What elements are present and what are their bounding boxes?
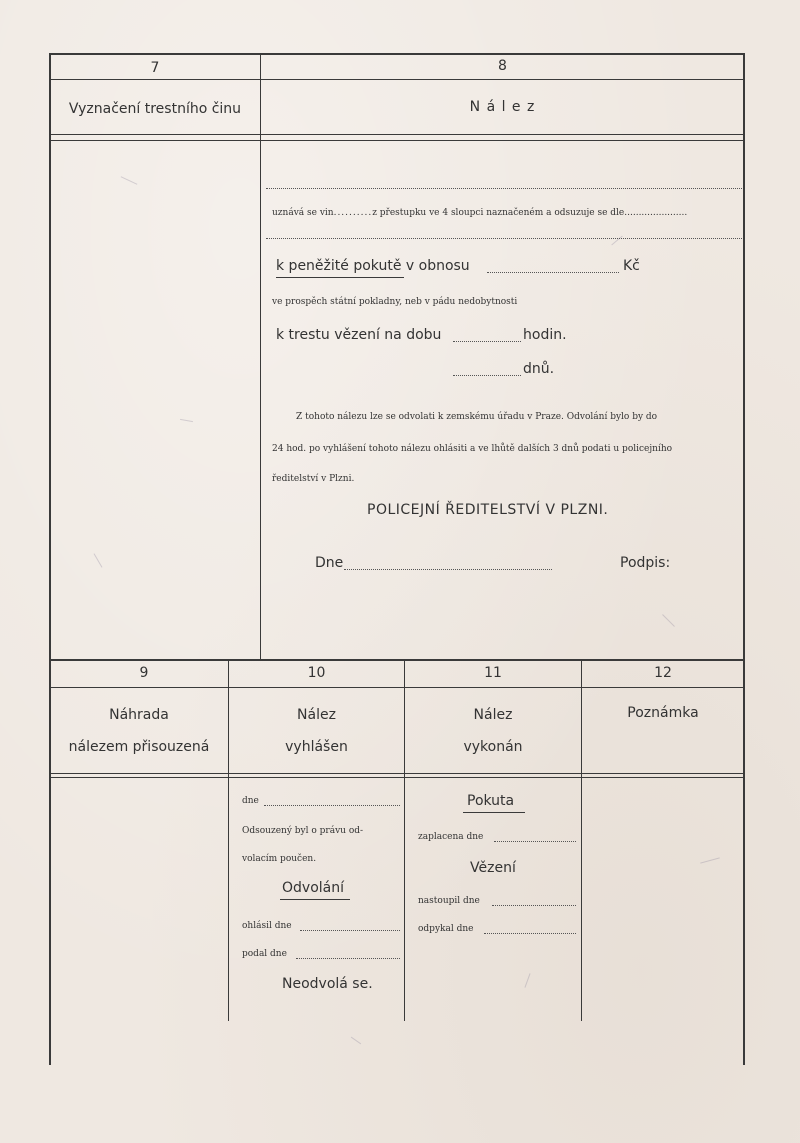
col10-no-appeal: Neodvolá se. — [282, 976, 373, 992]
lower-top-line — [50, 659, 745, 661]
dotted-line-2 — [266, 238, 742, 239]
column-10-number: 10 — [307, 665, 326, 681]
column-10-title-line-2: vyhlášen — [285, 739, 348, 755]
col11-started-label: nastoupil dne — [418, 896, 480, 906]
treasury-line: ve prospěch státní pokladny, neb v pádu nedobytnosti — [272, 297, 518, 307]
appeal-text-line-1: Z tohoto nálezu lze se odvolati k zemskému úřadu v Praze. Odvolání bylo by do — [296, 412, 658, 422]
column-9-number: 9 — [139, 665, 149, 681]
col11-served-label: odpykal dne — [418, 924, 474, 934]
date-dots — [344, 569, 552, 570]
appeal-text-line-2: 24 hod. po vyhlášení tohoto nálezu ohlásiti a ve lhůtě dalších 3 dnů podati u policejního — [272, 444, 673, 454]
fine-label: k peněžité pokutě v obnosu — [276, 258, 470, 274]
fine-currency: Kč — [623, 258, 640, 274]
column-8-number: 8 — [498, 58, 507, 74]
prison-label: k trestu vězení na dobu — [276, 327, 442, 343]
signature-label: Podpis: — [620, 555, 671, 571]
authority-name: POLICEJNÍ ŘEDITELSTVÍ V PLZNI. — [367, 502, 609, 518]
col11-prison-heading: Vězení — [470, 860, 516, 876]
date-label: Dne — [315, 555, 344, 571]
column-7-number: 7 — [150, 60, 160, 76]
column-divider-7-8 — [260, 55, 261, 660]
col11-started-dots — [492, 905, 576, 906]
header-bottom-line — [50, 134, 745, 135]
left-border-line — [49, 53, 51, 1065]
column-11-title-line-1: Nález — [473, 707, 513, 723]
prison-hours-dots — [453, 341, 521, 342]
right-border-line — [743, 53, 745, 1065]
days-unit: dnů. — [523, 361, 555, 377]
fine-amount-dots — [487, 272, 619, 273]
col11-paid-label: zaplacena dne — [418, 832, 484, 842]
hours-unit: hodin. — [523, 327, 567, 343]
dotted-line-top — [266, 188, 742, 189]
column-12-title: Poznámka — [627, 705, 699, 721]
col10-filed-label: podal dne — [242, 949, 287, 959]
col10-date-dots — [264, 805, 400, 806]
lower-number-row-line — [50, 687, 745, 688]
col11-fine-underline — [463, 812, 525, 813]
column-8-title: N á l e z — [469, 99, 536, 115]
column-number-row-line — [50, 79, 745, 80]
col10-announced-dots — [300, 930, 400, 931]
column-12-number: 12 — [654, 665, 672, 681]
column-7-title: Vyznačení trestního činu — [68, 101, 242, 117]
lower-header-bottom-line-2 — [50, 777, 745, 778]
fine-line — [276, 258, 470, 274]
col10-informed-line-1: Odsouzený byl o právu od- — [242, 826, 364, 836]
lower-header-bottom-line — [50, 773, 745, 774]
col10-filed-dots — [296, 958, 400, 959]
col10-appeal-underline — [280, 899, 350, 900]
column-11-title-line-2: vykonán — [463, 739, 523, 755]
col10-informed-line-2: volacím poučen. — [242, 854, 317, 864]
col10-date-label: dne — [242, 796, 259, 806]
top-border-line — [50, 53, 745, 55]
col11-paid-dots — [494, 841, 576, 842]
column-11-number: 11 — [484, 665, 502, 681]
offence-text: z přestupku ve 4 sloupci naznačeném a odsuzuje se dle — [372, 208, 625, 218]
column-9-title-line-2: nálezem přisouzená — [68, 739, 210, 755]
appeal-text-line-3: ředitelství v Plzni. — [272, 474, 355, 484]
col10-announced-label: ohlásil dne — [242, 921, 292, 931]
column-9-title-line-1: Náhrada — [109, 707, 169, 723]
fine-underline — [276, 277, 404, 278]
column-10-title-line-1: Nález — [297, 707, 336, 723]
col10-appeal-heading: Odvolání — [282, 880, 344, 896]
prison-days-dots — [453, 375, 521, 376]
guilt-line: uznává se vin..........z přestupku ve 4 sloupci naznačeném a odsuzuje se dle...................... — [272, 208, 688, 218]
col11-fine-heading: Pokuta — [467, 793, 515, 809]
col11-served-dots — [484, 933, 576, 934]
guilt-text: uznává se vin — [272, 208, 334, 218]
header-bottom-line-2 — [50, 140, 745, 141]
